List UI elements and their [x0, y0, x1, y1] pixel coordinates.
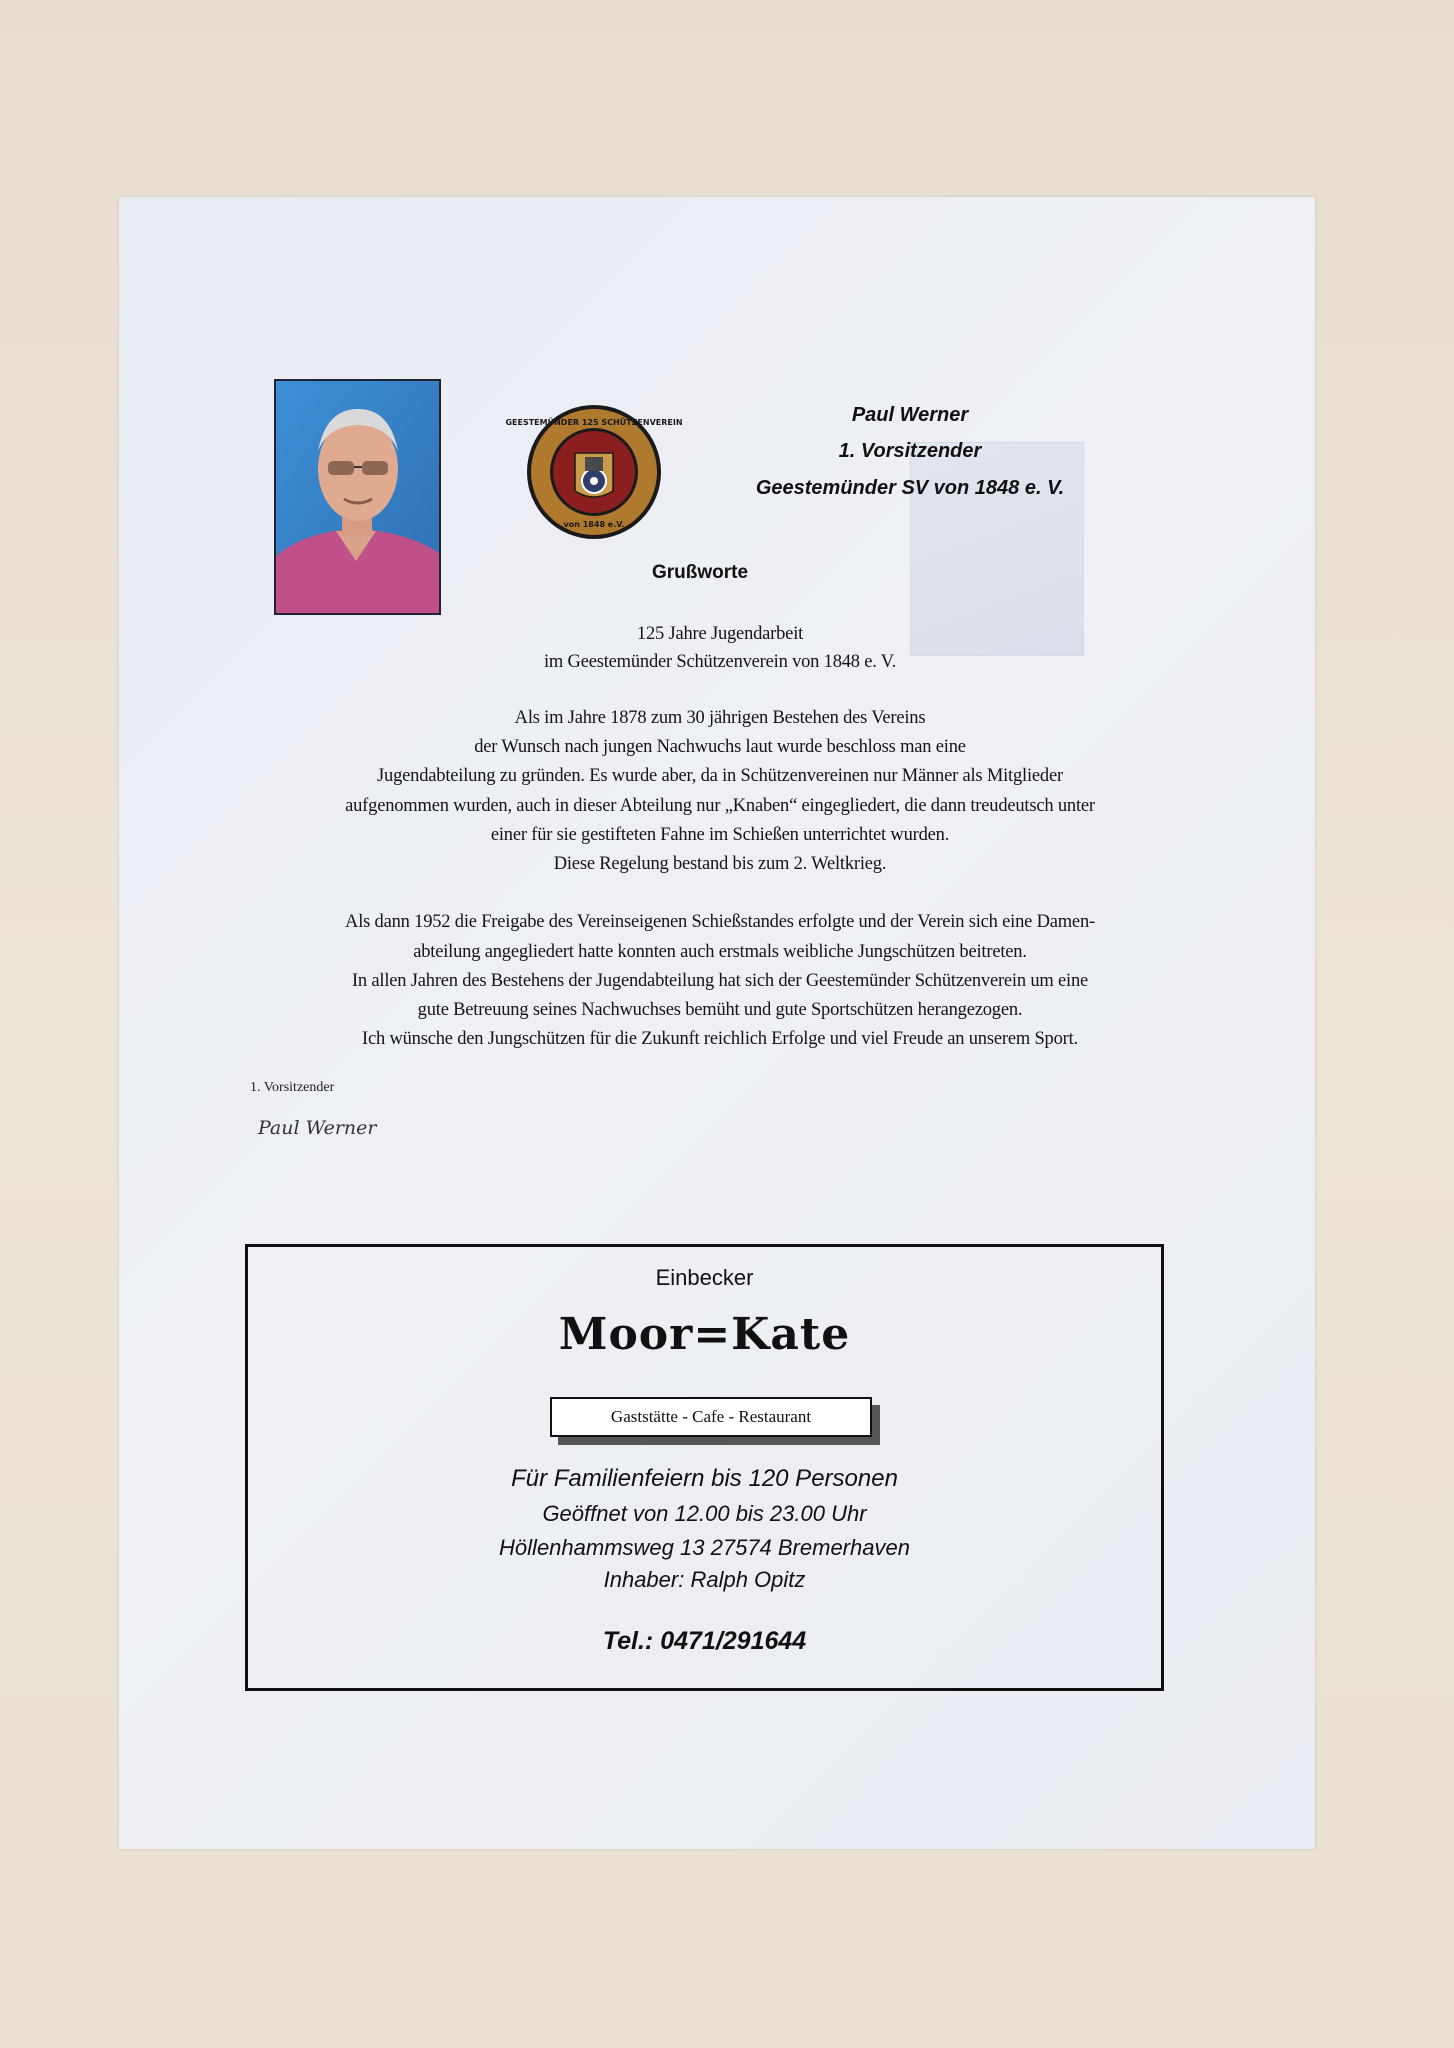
paragraph-line: einer für sie gestifteten Fahne im Schießen unterrichtet wurden. [490, 825, 950, 845]
ad-telephone: Tel.: 0471/291644 [602, 1627, 807, 1655]
paragraph-line: Diese Regelung bestand bis zum 2. Weltkrieg. [553, 854, 887, 874]
paragraph-line: In allen Jahren des Bestehens der Jugendabteilung hat sich der Geestemünder Schützenverein um eine [351, 971, 1089, 991]
signature-role: 1. Vorsitzender [250, 1080, 335, 1095]
ad-type-box: Gaststätte - Cafe - Restaurant [550, 1397, 872, 1437]
paragraph-line: Ich wünsche den Jungschützen für die Zukunft reichlich Erfolge und viel Freude an unserem Sport. [362, 1029, 1078, 1049]
page-title: Grußworte [651, 562, 749, 583]
paragraph-line: Als im Jahre 1878 zum 30 jährigen Bestehen des Vereins [514, 708, 926, 728]
ad-business-name: Moor=Kate [558, 1309, 851, 1360]
emblem-bottom-text: von 1848 e.V. [563, 520, 625, 529]
ad-town: Einbecker [655, 1265, 754, 1290]
paragraph-line: Jugendabteilung zu gründen. Es wurde aber, da in Schützenvereinen nur Männer als Mitglieder [377, 766, 1063, 786]
advertisement [245, 1244, 1164, 1691]
header-role: 1. Vorsitzender [838, 440, 982, 462]
paragraph-line: abteilung angegliedert hatte konnten auch erstmals weibliche Jungschützen beitreten. [413, 942, 1027, 962]
header-name: Paul Werner [851, 404, 969, 426]
paragraph-line: Als dann 1952 die Freigabe des Vereinseigenen Schießstandes erfolgte und der Verein sich eine Damen- [345, 912, 1095, 932]
paragraph-line: der Wunsch nach jungen Nachwuchs laut wurde beschloss man eine [474, 737, 966, 757]
ad-line: Geöffnet von 12.00 bis 23.00 Uhr [542, 1501, 867, 1526]
ad-line: Für Familienfeiern bis 120 Personen [511, 1465, 898, 1492]
paragraph-line: aufgenommen wurden, auch in dieser Abteilung nur „Knaben“ eingegliedert, die dann treudeutsch unter [345, 796, 1095, 816]
ad-line: Höllenhammsweg 13 27574 Bremerhaven [499, 1535, 910, 1560]
portrait-photo [274, 379, 441, 615]
ad-line: Inhaber: Ralph Opitz [603, 1567, 806, 1592]
emblem-top-text: GEESTEMÜNDER 125 SCHÜTZENVEREIN [505, 418, 683, 427]
header-club: Geestemünder SV von 1848 e. V. [755, 477, 1065, 499]
subtitle-line: 125 Jahre Jugendarbeit [636, 624, 804, 644]
paragraph-line: gute Betreuung seines Nachwuchses bemüht und gute Sportschützen herangezogen. [417, 1000, 1023, 1020]
signature-name: Paul Werner [258, 1117, 377, 1139]
subtitle-line: im Geestemünder Schützenverein von 1848 e. V. [543, 652, 896, 672]
club-emblem-icon [505, 403, 683, 541]
